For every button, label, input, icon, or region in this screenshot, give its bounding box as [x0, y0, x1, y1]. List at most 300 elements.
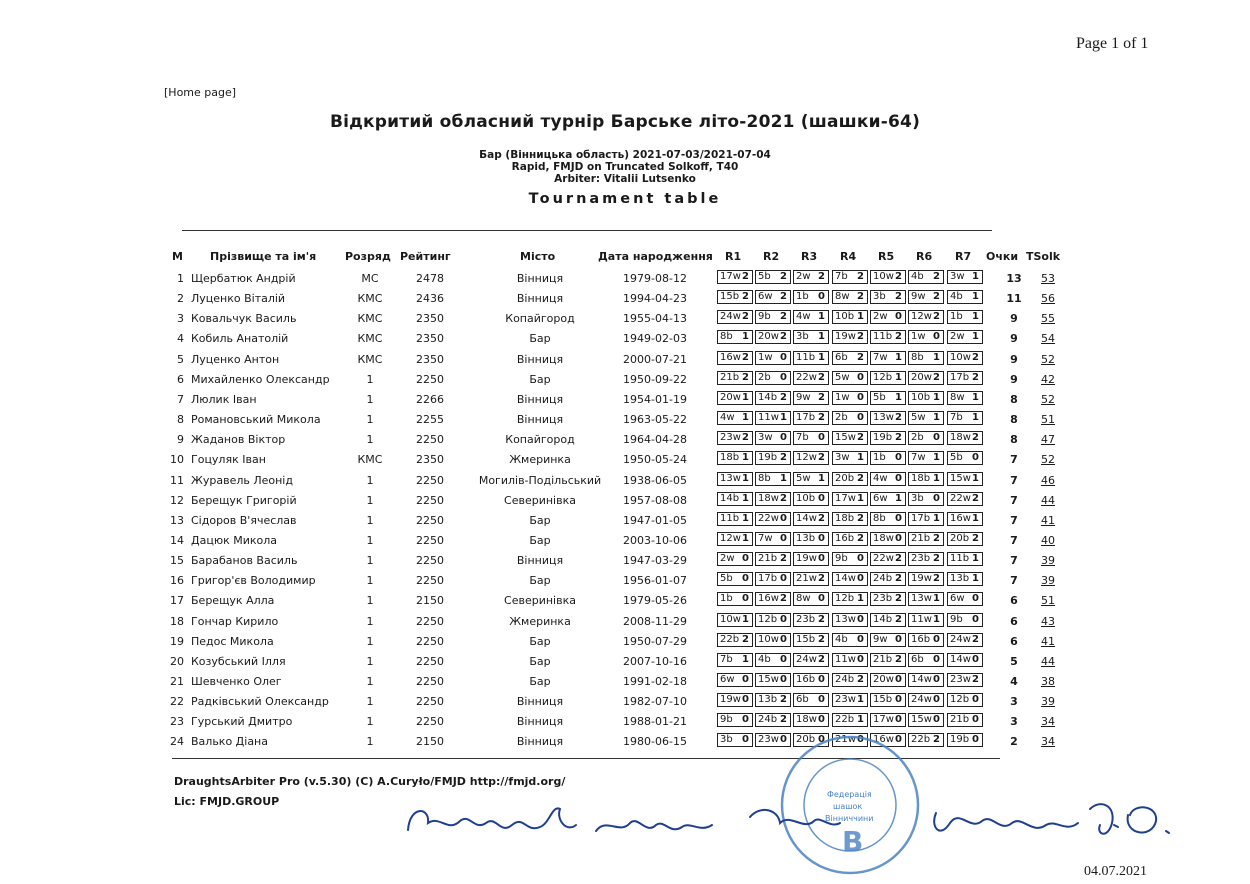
player-tsolk: 46	[1041, 473, 1055, 487]
round-score: 2	[780, 553, 787, 565]
round-result-cell	[755, 310, 791, 324]
round-result-cell	[908, 351, 944, 365]
round-result-cell	[947, 330, 983, 344]
round-opponent: 5b	[873, 391, 886, 403]
round-score: 2	[742, 311, 749, 323]
player-points: 11	[1006, 292, 1022, 306]
round-opponent: 16b	[796, 674, 816, 685]
round-result-cell	[793, 431, 829, 445]
round-opponent: 19w	[835, 331, 856, 343]
round-result-cell	[717, 592, 753, 606]
round-opponent: 24w	[796, 653, 817, 665]
round-score: 1	[895, 351, 902, 363]
tournament-title: Відкритий обласний турнір Барське літо-2021 (шашки-64)	[329, 112, 921, 132]
round-score: 1	[742, 472, 749, 484]
round-opponent: 3w	[835, 452, 850, 464]
round-opponent: 15w	[950, 472, 971, 484]
round-opponent: 11b	[873, 331, 893, 343]
round-score: 0	[972, 734, 979, 746]
round-score: 1	[742, 653, 749, 665]
round-score: 2	[780, 291, 787, 303]
player-rank: 8	[177, 413, 184, 427]
player-rating: 2250	[416, 533, 444, 547]
player-points: 3	[1010, 715, 1018, 729]
player-rating: 2150	[416, 735, 444, 749]
round-result-cell	[717, 532, 753, 546]
player-name: Шевченко Олег	[191, 675, 282, 688]
round-score: 0	[933, 331, 940, 343]
round-opponent: 4b	[911, 271, 924, 282]
round-score: 2	[818, 412, 825, 424]
player-points: 13	[1006, 272, 1022, 285]
player-tsolk: 34	[1041, 715, 1055, 729]
table-row	[0, 292, 1250, 312]
round-opponent: 3b	[873, 291, 886, 303]
round-result-cell	[793, 290, 829, 304]
player-city: Вінниця	[516, 272, 564, 285]
player-category: 1	[366, 513, 374, 527]
round-score: 2	[818, 391, 825, 403]
round-opponent: 17b	[758, 573, 778, 585]
table-row	[0, 373, 1250, 393]
round-opponent: 6b	[796, 694, 809, 706]
player-points: 7	[1010, 473, 1018, 487]
player-rank: 3	[177, 312, 184, 326]
round-score: 0	[780, 653, 787, 665]
player-name: Берещук Григорій	[191, 493, 297, 507]
round-result-cell	[717, 613, 753, 627]
round-result-cell	[832, 270, 868, 284]
round-score: 0	[780, 674, 787, 685]
round-opponent: 21b	[720, 371, 740, 383]
round-result-cell	[832, 532, 868, 546]
round-score: 2	[895, 553, 902, 565]
round-result-cell	[947, 411, 983, 425]
round-score: 2	[933, 553, 940, 565]
round-opponent: 13w	[911, 593, 932, 605]
player-birth-date: 2007-10-16	[623, 654, 687, 668]
round-result-cell	[793, 552, 829, 566]
round-result-cell	[908, 391, 944, 405]
round-score: 2	[857, 291, 864, 303]
round-opponent: 19b	[873, 432, 893, 444]
player-category: МС	[361, 272, 379, 285]
player-category: 1	[366, 533, 374, 547]
round-opponent: 4w	[873, 472, 888, 484]
round-score: 2	[933, 271, 940, 282]
round-result-cell	[793, 371, 829, 385]
player-name: Григор'єв Володимир	[191, 574, 316, 588]
round-score: 0	[742, 674, 749, 685]
player-birth-date: 1954-01-19	[623, 392, 687, 406]
round-result-cell	[908, 310, 944, 324]
round-opponent: 1b	[873, 452, 886, 464]
player-points: 8	[1010, 413, 1018, 427]
player-birth-date: 1982-07-10	[623, 695, 687, 709]
player-birth-date: 1991-02-18	[623, 675, 687, 688]
round-result-cell	[908, 270, 944, 284]
round-opponent: 20w	[720, 391, 741, 403]
player-rating: 2250	[416, 634, 444, 648]
player-name: Валько Діана	[191, 735, 268, 749]
round-opponent: 19b	[758, 452, 778, 464]
round-opponent: 23w	[758, 734, 779, 746]
round-score: 2	[972, 371, 979, 383]
player-name: Козубський Ілля	[191, 654, 286, 668]
round-score: 2	[895, 331, 902, 343]
player-rank: 23	[170, 715, 184, 729]
round-score: 0	[933, 714, 940, 726]
round-score: 2	[895, 432, 902, 444]
round-score: 0	[780, 512, 787, 524]
round-result-cell	[908, 532, 944, 546]
round-opponent: 24b	[873, 573, 893, 585]
round-result-cell	[870, 472, 906, 486]
player-name: Сідоров В'ячеслав	[191, 513, 297, 527]
round-result-cell	[908, 633, 944, 647]
player-birth-date: 1955-04-13	[623, 312, 687, 326]
document-date: 04.07.2021	[1084, 864, 1147, 879]
player-rating: 2250	[416, 433, 444, 447]
player-birth-date: 1963-05-22	[623, 413, 687, 427]
player-rating: 2250	[416, 614, 444, 628]
round-result-cell	[908, 673, 944, 687]
round-score: 0	[780, 573, 787, 585]
player-points: 8	[1010, 433, 1018, 447]
round-opponent: 12w	[796, 452, 817, 464]
round-opponent: 9w	[911, 291, 926, 303]
round-opponent: 14w	[835, 573, 856, 585]
player-name: Гурський Дмитро	[191, 715, 293, 729]
player-city: Копайгород	[505, 433, 575, 447]
round-score: 0	[933, 674, 940, 685]
round-opponent: 1w	[758, 351, 773, 363]
table-row	[0, 534, 1250, 554]
round-opponent: 9w	[873, 633, 888, 645]
player-name: Гончар Кирило	[191, 614, 279, 628]
round-score: 2	[857, 674, 864, 685]
player-name: Журавель Леонід	[191, 473, 293, 487]
round-opponent: 14b	[758, 391, 778, 403]
round-score: 1	[742, 613, 749, 625]
round-opponent: 22b	[911, 734, 931, 746]
round-opponent: 23b	[796, 613, 816, 625]
player-points: 7	[1010, 554, 1018, 568]
round-score: 0	[895, 694, 902, 706]
round-opponent: 19w	[796, 553, 817, 565]
player-city: Бар	[529, 654, 551, 668]
round-result-cell	[908, 411, 944, 425]
round-score: 1	[933, 391, 940, 403]
player-rank: 17	[170, 594, 184, 608]
round-opponent: 1b	[720, 593, 733, 605]
player-rating: 2250	[416, 654, 444, 668]
player-points: 4	[1010, 675, 1018, 688]
round-opponent: 1w	[835, 391, 850, 403]
player-rank: 15	[170, 554, 184, 568]
top-divider	[182, 230, 992, 231]
round-result-cell	[947, 633, 983, 647]
player-tsolk: 52	[1041, 352, 1055, 366]
round-opponent: 5b	[720, 573, 733, 585]
round-result-cell	[908, 431, 944, 445]
round-result-cell	[947, 371, 983, 385]
round-result-cell	[908, 693, 944, 707]
round-score: 0	[895, 532, 902, 544]
round-score: 0	[857, 371, 864, 383]
round-opponent: 2w	[950, 331, 965, 343]
round-opponent: 3b	[796, 331, 809, 343]
round-score: 2	[895, 653, 902, 665]
player-birth-date: 1994-04-23	[623, 292, 687, 306]
round-result-cell	[832, 592, 868, 606]
player-points: 8	[1010, 392, 1018, 406]
table-row	[0, 393, 1250, 413]
round-score: 2	[972, 674, 979, 685]
round-result-cell	[793, 693, 829, 707]
player-city: Северинівка	[504, 493, 576, 507]
round-result-cell	[908, 290, 944, 304]
player-category: 1	[366, 634, 374, 648]
round-opponent: 12b	[950, 694, 970, 706]
player-category: 1	[366, 493, 374, 507]
header-r2: R2	[763, 250, 780, 263]
round-opponent: 1b	[796, 291, 809, 303]
player-points: 9	[1010, 312, 1018, 326]
round-opponent: 7b	[835, 271, 848, 282]
player-category: 1	[366, 372, 374, 386]
player-city: Вінниця	[516, 392, 564, 406]
player-city: Жмеринка	[509, 453, 571, 467]
round-score: 1	[857, 311, 864, 323]
round-opponent: 6b	[835, 351, 848, 363]
player-rating: 2250	[416, 554, 444, 568]
round-result-cell	[870, 371, 906, 385]
player-birth-date: 1938-06-05	[623, 473, 687, 487]
round-result-cell	[793, 633, 829, 647]
round-result-cell	[717, 330, 753, 344]
round-opponent: 17b	[950, 371, 970, 383]
round-score: 2	[742, 291, 749, 303]
round-result-cell	[793, 713, 829, 727]
round-opponent: 6b	[911, 653, 924, 665]
player-rating: 2250	[416, 372, 444, 386]
tournament-place-dates: Бар (Вінницька область) 2021-07-03/2021-07-04	[479, 149, 771, 161]
round-score: 1	[857, 452, 864, 464]
round-result-cell	[947, 653, 983, 667]
round-score: 0	[742, 573, 749, 585]
player-rank: 24	[170, 735, 184, 749]
player-city: Бар	[529, 634, 551, 648]
round-result-cell	[832, 290, 868, 304]
round-score: 1	[972, 331, 979, 343]
round-result-cell	[908, 592, 944, 606]
player-rating: 2250	[416, 473, 444, 487]
player-tsolk: 38	[1041, 675, 1055, 688]
round-opponent: 4w	[720, 412, 735, 424]
round-opponent: 23w	[950, 674, 971, 685]
round-result-cell	[717, 552, 753, 566]
round-score: 2	[780, 593, 787, 605]
header-r3: R3	[801, 250, 818, 263]
round-score: 1	[742, 331, 749, 343]
round-score: 2	[818, 271, 825, 282]
round-result-cell	[908, 653, 944, 667]
player-name: Михайленко Олександр	[191, 372, 330, 386]
player-name: Берещук Алла	[191, 594, 275, 608]
round-opponent: 18w	[950, 432, 971, 444]
player-rating: 2255	[416, 413, 444, 427]
header-tsolk: TSolk	[1026, 250, 1061, 263]
round-score: 2	[895, 412, 902, 424]
round-score: 2	[933, 573, 940, 585]
round-score: 2	[895, 291, 902, 303]
header-r7: R7	[955, 250, 972, 263]
svg-text:В: В	[842, 825, 864, 858]
page-number: Page 1 of 1	[1076, 35, 1149, 52]
round-result-cell	[870, 633, 906, 647]
round-opponent: 15b	[873, 694, 893, 706]
round-result-cell	[947, 572, 983, 586]
round-score: 2	[780, 492, 787, 504]
round-opponent: 24b	[758, 714, 778, 726]
round-score: 1	[857, 492, 864, 504]
round-result-cell	[832, 451, 868, 465]
round-score: 2	[895, 593, 902, 605]
round-score: 0	[933, 633, 940, 645]
round-score: 2	[895, 613, 902, 625]
round-result-cell	[908, 492, 944, 506]
round-score: 0	[895, 714, 902, 726]
player-city: Вінниця	[516, 352, 564, 366]
player-birth-date: 1956-01-07	[623, 574, 687, 588]
player-birth-date: 1979-05-26	[623, 594, 687, 608]
round-result-cell	[755, 371, 791, 385]
header-r4: R4	[840, 250, 857, 263]
round-result-cell	[947, 693, 983, 707]
player-category: КМС	[357, 292, 383, 306]
player-points: 7	[1010, 453, 1018, 467]
round-opponent: 17w	[835, 492, 856, 504]
round-opponent: 9b	[720, 714, 733, 726]
player-rank: 20	[170, 654, 184, 668]
round-score: 1	[933, 613, 940, 625]
round-score: 0	[972, 714, 979, 726]
round-opponent: 16w	[873, 734, 894, 746]
round-opponent: 15w	[835, 432, 856, 444]
round-opponent: 11b	[950, 553, 970, 565]
round-result-cell	[870, 572, 906, 586]
round-score: 0	[857, 553, 864, 565]
round-opponent: 6w	[720, 674, 735, 685]
round-opponent: 10w	[950, 351, 971, 363]
player-tsolk: 51	[1041, 594, 1055, 608]
round-opponent: 20w	[758, 331, 779, 343]
round-result-cell	[717, 411, 753, 425]
player-rank: 19	[170, 634, 184, 648]
player-tsolk: 53	[1041, 272, 1055, 285]
round-opponent: 13w	[720, 472, 741, 484]
round-score: 0	[857, 613, 864, 625]
round-score: 1	[933, 512, 940, 524]
round-opponent: 16w	[950, 512, 971, 524]
svg-text:шашок: шашок	[833, 802, 863, 811]
round-result-cell	[832, 411, 868, 425]
player-points: 7	[1010, 533, 1018, 547]
round-opponent: 20b	[950, 532, 970, 544]
round-opponent: 3w	[758, 432, 773, 444]
round-result-cell	[947, 351, 983, 365]
round-score: 1	[933, 472, 940, 484]
round-result-cell	[793, 572, 829, 586]
player-tsolk: 43	[1041, 614, 1055, 628]
round-score: 1	[933, 593, 940, 605]
player-points: 3	[1010, 695, 1018, 709]
player-city: Бар	[529, 513, 551, 527]
round-result-cell	[947, 713, 983, 727]
round-score: 2	[972, 633, 979, 645]
player-city: Вінниця	[516, 735, 564, 749]
round-score: 1	[972, 311, 979, 323]
player-category: 1	[366, 413, 374, 427]
player-rank: 4	[177, 332, 184, 346]
round-opponent: 15b	[720, 291, 740, 303]
player-name: Луценко Віталій	[191, 292, 286, 306]
round-opponent: 13b	[796, 532, 816, 544]
round-opponent: 24b	[835, 674, 855, 685]
round-opponent: 8w	[950, 391, 965, 403]
round-result-cell	[755, 613, 791, 627]
round-opponent: 10w	[758, 633, 779, 645]
player-rating: 2350	[416, 332, 444, 346]
round-result-cell	[908, 472, 944, 486]
round-opponent: 24w	[950, 633, 971, 645]
round-result-cell	[755, 673, 791, 687]
player-name: Кобиль Анатолій	[191, 332, 289, 346]
round-score: 2	[818, 452, 825, 464]
round-score: 2	[933, 734, 940, 746]
round-opponent: 18b	[720, 452, 740, 464]
round-score: 0	[742, 553, 749, 565]
table-row	[0, 615, 1250, 635]
player-rank: 1	[177, 272, 184, 285]
round-opponent: 13w	[835, 613, 856, 625]
round-result-cell	[870, 592, 906, 606]
round-result-cell	[870, 330, 906, 344]
round-score: 0	[933, 432, 940, 444]
player-rank: 16	[170, 574, 184, 588]
player-birth-date: 1964-04-28	[623, 433, 687, 447]
player-rating: 2250	[416, 715, 444, 729]
round-score: 0	[972, 452, 979, 464]
round-result-cell	[870, 713, 906, 727]
round-result-cell	[755, 270, 791, 284]
home-page-link[interactable]: [Home page]	[164, 86, 237, 99]
round-opponent: 7w	[758, 532, 773, 544]
round-result-cell	[947, 552, 983, 566]
round-opponent: 2w	[720, 553, 735, 565]
player-rating: 2150	[416, 594, 444, 608]
round-opponent: 17b	[796, 412, 816, 424]
round-result-cell	[717, 492, 753, 506]
table-row	[0, 574, 1250, 594]
round-opponent: 18w	[758, 492, 779, 504]
round-score: 0	[895, 734, 902, 746]
round-score: 1	[972, 391, 979, 403]
round-opponent: 8b	[911, 351, 924, 363]
player-name: Дацюк Микола	[191, 533, 278, 547]
round-opponent: 14b	[720, 492, 740, 504]
